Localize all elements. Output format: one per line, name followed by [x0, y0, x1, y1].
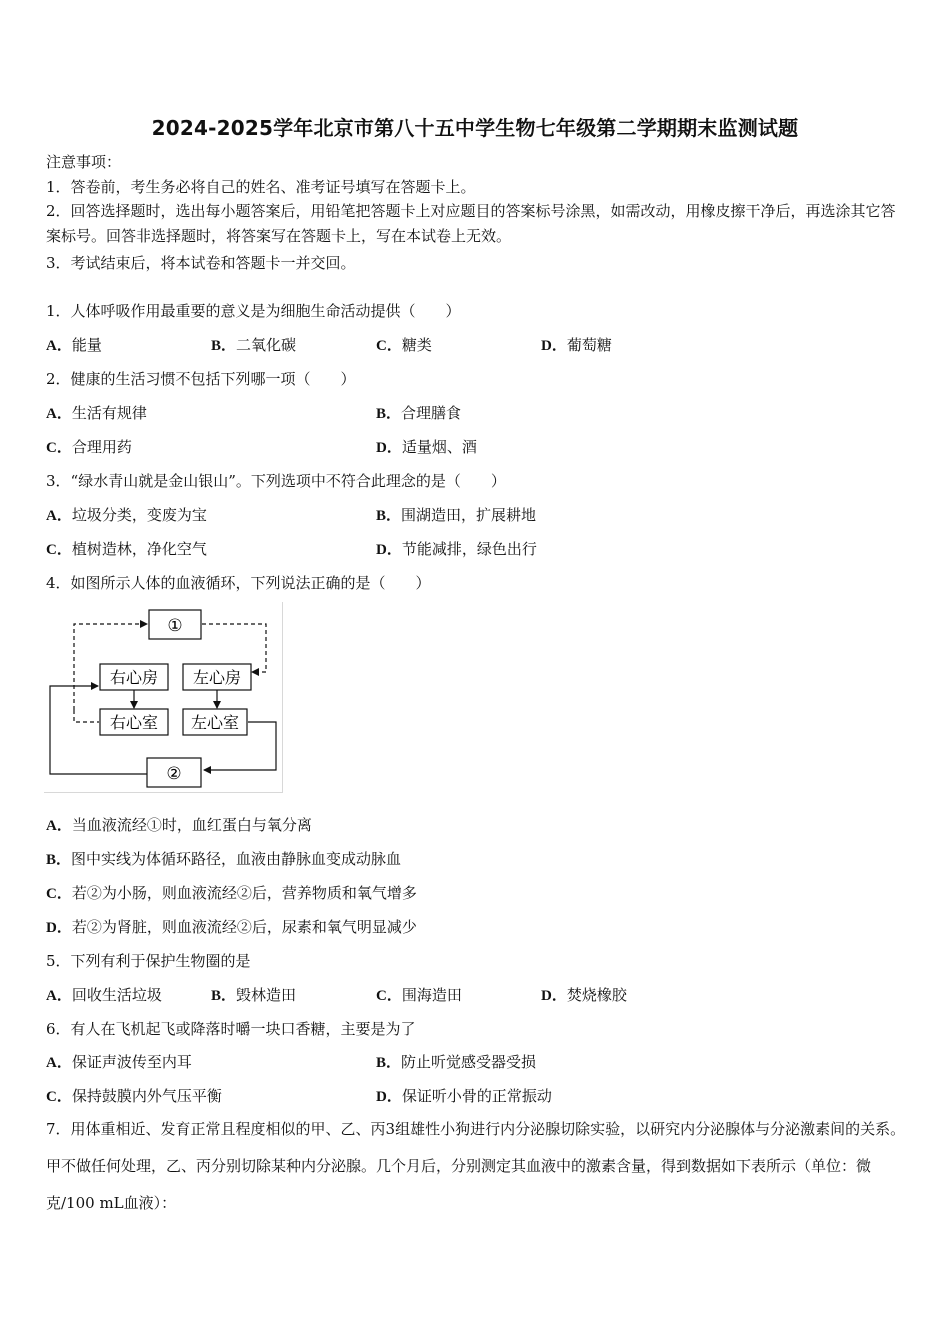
option-3c: C．植树造林，净化空气	[46, 540, 207, 558]
left-atrium-label: 左心房	[192, 668, 242, 687]
right-atrium-label: 右心房	[109, 668, 159, 687]
option-4c: C．若②为小肠，则血液流经②后，营养物质和氧气增多	[46, 884, 417, 902]
right-ventricle-label: 右心室	[109, 713, 159, 732]
question-6-stem: 6．有人在飞机起飞或降落时嚼一块口香糖，主要是为了	[46, 1020, 416, 1038]
blood-circulation-diagram	[44, 602, 283, 793]
page-title: 2024-2025学年北京市第八十五中学生物七年级第二学期期末监测试题	[151, 116, 799, 140]
option-2b: B．合理膳食	[376, 404, 462, 422]
option-3b: B．围湖造田，扩展耕地	[376, 506, 537, 524]
pulmonary-path-rv	[74, 710, 99, 722]
option-3d: D．节能减排，绿色出行	[376, 540, 537, 558]
option-2a: A．生活有规律	[46, 404, 147, 422]
option-6d: D．保证听小骨的正常振动	[376, 1087, 552, 1105]
option-4b: B．图中实线为体循环路径，血液由静脉血变成动脉血	[46, 850, 402, 868]
option-6a: A．保证声波传至内耳	[46, 1053, 192, 1071]
node-1-label: ①	[167, 616, 183, 636]
question-1-stem: 1．人体呼吸作用最重要的意义是为细胞生命活动提供（ ）	[46, 302, 461, 320]
option-4d: D．若②为肾脏，则血液流经②后，尿素和氧气明显减少	[46, 918, 417, 936]
question-2-stem: 2．健康的生活习惯不包括下列哪一项（ ）	[46, 370, 356, 388]
option-6c: C．保持鼓膜内外气压平衡	[46, 1087, 222, 1105]
question-3-stem: 3．“绿水青山就是金山银山”。下列选项中不符合此理念的是（ ）	[46, 472, 506, 490]
option-2c: C．合理用药	[46, 438, 132, 456]
option-6b: B．防止听觉感受器受损	[376, 1053, 537, 1071]
left-ventricle-label: 左心室	[190, 713, 240, 732]
option-1b: B．二氧化碳	[211, 336, 297, 354]
notice-item: 2．回答选择题时，选出每小题答案后，用铅笔把答题卡上对应题目的答案标号涂黑，如需改动，用橡皮擦干净后，再选涂其它答案标号。回答非选择题时，将答案写在答题卡上，写在本试卷上无效。	[46, 202, 896, 245]
option-5b: B．毁林造田	[211, 986, 297, 1004]
notice-heading: 注意事项：	[46, 153, 122, 171]
question-4-stem: 4．如图所示人体的血液循环，下列说法正确的是（ ）	[46, 574, 431, 592]
option-1a: A．能量	[46, 336, 102, 354]
question-5-stem: 5．下列有利于保护生物圈的是	[46, 952, 251, 970]
option-5c: C．围海造田	[376, 986, 462, 1004]
notice-item: 1．答卷前，考生务必将自己的姓名、准考证号填写在答题卡上。	[46, 178, 476, 196]
question-7-stem: 7．用体重相近、发育正常且程度相似的甲、乙、丙3组雄性小狗进行内分泌腺切除实验，以研究内分泌腺体与分泌激素间的关系。甲不做任何处理，乙、丙分别切除某种内分泌腺。几个月后，分别测定其血液中的激素含量，得到数据如下表所示（单位：微克/100 mL血液）：	[46, 1120, 906, 1212]
option-1c: C．糖类	[376, 336, 432, 354]
option-5d: D．焚烧橡胶	[541, 986, 627, 1004]
option-3a: A．垃圾分类，变废为宝	[46, 506, 207, 524]
circulation-svg	[44, 602, 282, 792]
option-1d: D．葡萄糖	[541, 336, 612, 354]
option-4a: A．当血液流经①时，血红蛋白与氧分离	[46, 816, 312, 834]
option-5a: A．回收生活垃圾	[46, 986, 162, 1004]
node-2-label: ②	[166, 764, 182, 784]
option-2d: D．适量烟、酒	[376, 438, 477, 456]
notice-item: 3．考试结束后，将本试卷和答题卡一并交回。	[46, 254, 356, 272]
